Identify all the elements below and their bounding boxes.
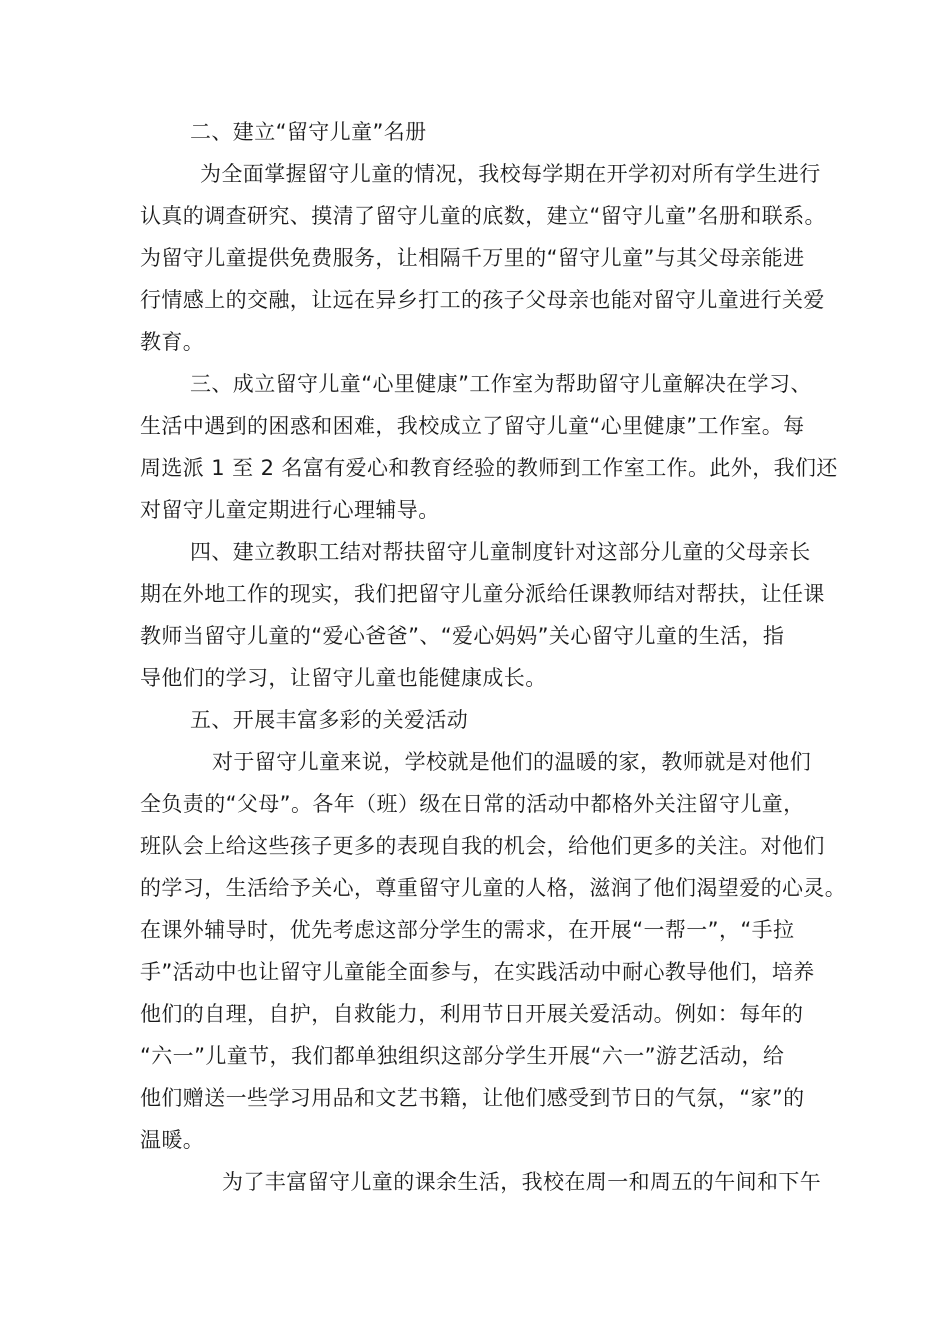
paragraph-line: 导他们的学习，让留守儿童也能健康成长。 xyxy=(140,666,547,690)
paragraph-line: 的学习，生活给予关心，尊重留守儿童的人格，滋润了他们渴望爱的心灵。 xyxy=(140,876,847,900)
heading-section-4: 四、建立教职工结对帮扶留守儿童制度针对这部分儿童的父母亲长 xyxy=(190,540,811,564)
paragraph-line: 对留守儿童定期进行心理辅导。 xyxy=(140,498,440,522)
paragraph-line: 生活中遇到的困惑和困难，我校成立了留守儿童“心里健康”工作室。每 xyxy=(140,414,805,438)
heading-section-3: 三、成立留守儿童“心里健康”工作室为帮助留守儿童解决在学习、 xyxy=(190,372,812,396)
paragraph-line: 教师当留守儿童的“爱心爸爸”、“爱心妈妈”关心留守儿童的生活，指 xyxy=(140,624,785,648)
paragraph-line: 教育。 xyxy=(140,330,205,354)
paragraph-line: 行情感上的交融，让远在异乡打工的孩子父母亲也能对留守儿童进行关爱 xyxy=(140,288,825,312)
heading-section-2: 二、建立“留守儿童”名册 xyxy=(190,120,427,144)
paragraph-line: 手”活动中也让留守儿童能全面参与，在实践活动中耐心教导他们，培养 xyxy=(140,960,815,984)
heading-section-5: 五、开展丰富多彩的关爱活动 xyxy=(190,708,469,732)
paragraph-line: 为了丰富留守儿童的课余生活，我校在周一和周五的午间和下午 xyxy=(222,1170,822,1194)
paragraph-line: 温暖。 xyxy=(140,1128,205,1152)
paragraph-line: 对于留守儿童来说，学校就是他们的温暖的家，教师就是对他们 xyxy=(212,750,812,774)
paragraph-line: 为全面掌握留守儿童的情况，我校每学期在开学初对所有学生进行 xyxy=(200,162,821,186)
paragraph-line: 全负责的“父母”。各年（班）级在日常的活动中都格外关注留守儿童， xyxy=(140,792,805,816)
paragraph-line: 认真的调查研究、摸清了留守儿童的底数，建立“留守儿童”名册和联系。 xyxy=(140,204,826,228)
paragraph-line: 他们的自理，自护，自救能力，利用节日开展关爱活动。例如：每年的 xyxy=(140,1002,804,1026)
paragraph-line: 在课外辅导时，优先考虑这部分学生的需求，在开展“一帮一”，“手拉 xyxy=(140,918,795,942)
paragraph-line: 班队会上给这些孩子更多的表现自我的机会，给他们更多的关注。对他们 xyxy=(140,834,825,858)
paragraph-line: 周选派 1 至 2 名富有爱心和教育经验的教师到工作室工作。此外，我们还 xyxy=(140,456,838,480)
paragraph-line: 他们赠送一些学习用品和文艺书籍，让他们感受到节日的气氛，“家”的 xyxy=(140,1086,805,1110)
paragraph-line: 期在外地工作的现实，我们把留守儿童分派给任课教师结对帮扶，让任课 xyxy=(140,582,825,606)
paragraph-line: “六一”儿童节，我们都单独组织这部分学生开展“六一”游艺活动，给 xyxy=(140,1044,785,1068)
paragraph-line: 为留守儿童提供免费服务，让相隔千万里的“留守儿童”与其父母亲能进 xyxy=(140,246,805,270)
